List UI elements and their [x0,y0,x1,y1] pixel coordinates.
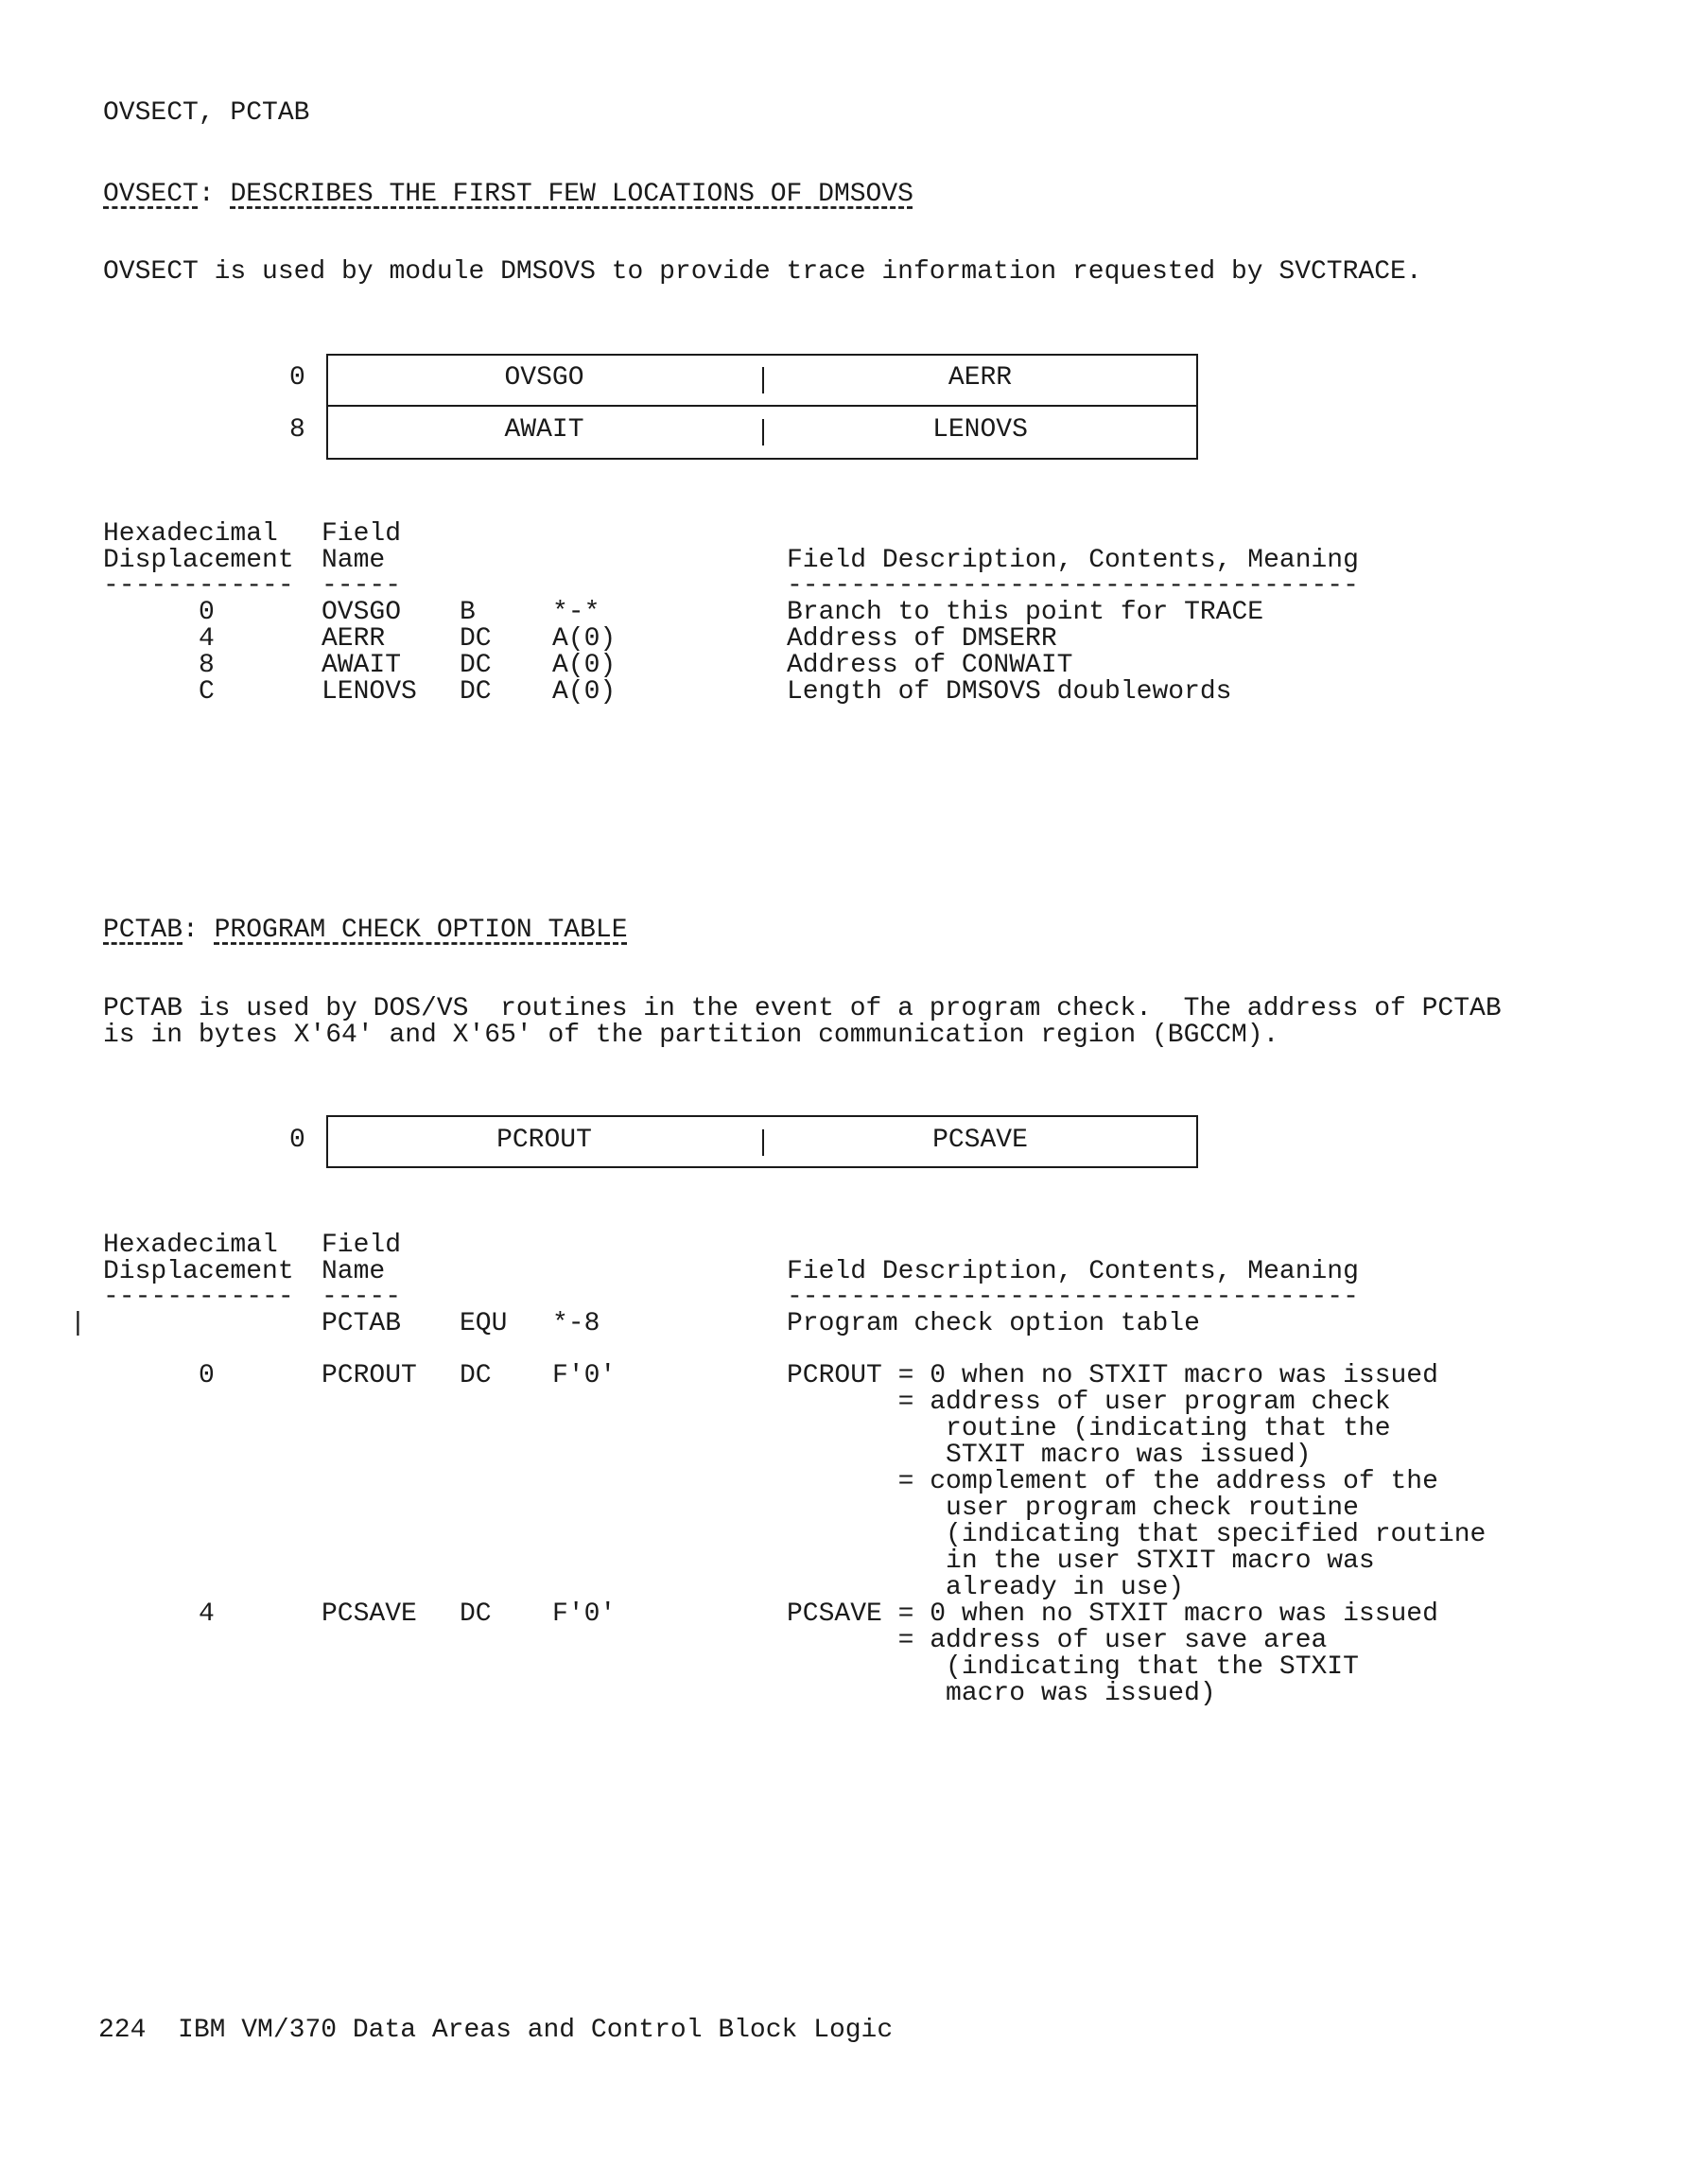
row-desc: Program check option table [787,1309,1200,1338]
row-value: F'0' [552,1599,617,1629]
ovsect-heading: OVSECT: DESCRIBES THE FIRST FEW LOCATIONS OF DMSOVS [103,180,913,209]
row-desc-line: macro was issued) [787,1679,1216,1708]
row-disp: 4 [199,624,215,654]
row-desc: Length of DMSOVS doublewords [787,677,1232,707]
row-desc-line: PCSAVE = 0 when no STXIT macro was issued [787,1599,1438,1629]
pctab-rule-name: ----- [322,1283,402,1312]
row-name: AWAIT [322,651,402,680]
pctab-heading: PCTAB: PROGRAM CHECK OPTION TABLE [103,916,628,945]
row-desc-line: = complement of the address of the [787,1467,1438,1496]
row-desc-line: PCROUT = 0 when no STXIT macro was issued [787,1361,1438,1390]
row-type: DC [460,1361,492,1390]
pctab-heading-title: PROGRAM CHECK OPTION TABLE [214,916,628,945]
row-desc-line: user program check routine [787,1494,1359,1523]
row-desc: Address of CONWAIT [787,651,1073,680]
pctab-rule-desc: ------------------------------------ [787,1283,1359,1312]
row-desc-line: routine (indicating that the [787,1414,1391,1443]
row-value: A(0) [552,624,617,654]
pctab-intro-line-2: is in bytes X'64' and X'65' of the partition communication region (BGCCM). [103,1021,1279,1050]
row-type: DC [460,624,492,654]
ovsect-rule-desc: ------------------------------------ [787,571,1359,601]
row-value: *-8 [552,1309,600,1338]
row-type: DC [460,677,492,707]
ovsect-rule-name: ----- [322,571,402,601]
ovsect-diagram-offset-0: 0 [289,363,305,393]
row-name: OVSGO [322,598,402,627]
row-desc: Branch to this point for TRACE [787,598,1264,627]
row-value: F'0' [552,1361,617,1390]
row-desc-line: STXIT macro was issued) [787,1441,1312,1470]
row-desc-line: (indicating that the STXIT [787,1652,1359,1682]
row-value: A(0) [552,677,617,707]
page-footer [98,2018,893,2044]
pctab-hdr-desc: Field Description, Contents, Meaning [787,1257,1359,1286]
pctab-diagram-field-pcsave: PCSAVE [932,1126,1028,1155]
row-type: B [460,598,476,627]
row-disp: 8 [199,651,215,680]
book-title: IBM VM/370 Data Areas and Control Block Logic [178,2016,894,2045]
ovsect-diagram-field-await: AWAIT [504,415,584,445]
row-disp: 4 [199,1599,215,1629]
row-desc: Address of DMSERR [787,624,1057,654]
row-disp: 0 [199,1361,215,1390]
pctab-hdr-disp-1: Hexadecimal [103,1231,278,1260]
page-number: 224 [98,2016,147,2045]
ovsect-diagram-field-ovsgo: OVSGO [504,363,584,393]
row-disp: C [199,677,215,707]
row-type: DC [460,651,492,680]
ovsect-hdr-name-1: Field [322,519,402,549]
ovsect-hdr-disp-2: Displacement [103,546,294,575]
ovsect-hdr-disp-1: Hexadecimal [103,519,278,549]
ovsect-diagram-field-aerr: AERR [948,363,1013,393]
ovsect-diagram-field-lenovs: LENOVS [932,415,1028,445]
ovsect-rule-disp: ------------ [103,571,294,601]
ovsect-diagram-offset-8: 8 [289,415,305,445]
row-type: DC [460,1599,492,1629]
ovsect-hdr-desc: Field Description, Contents, Meaning [787,546,1359,575]
ovsect-hdr-name-2: Name [322,546,386,575]
pctab-intro-line-1: PCTAB is used by DOS/VS routines in the event of a program check. The address of PCTAB [103,994,1502,1023]
row-name: PCROUT [322,1361,417,1390]
row-desc-line: = address of user program check [787,1388,1391,1417]
row-desc-line: = address of user save area [787,1626,1328,1655]
row-name: PCTAB [322,1309,402,1338]
row-type: EQU [460,1309,508,1338]
pctab-heading-name: PCTAB [103,916,183,945]
pctab-hdr-name-2: Name [322,1257,386,1286]
row-name: PCSAVE [322,1599,417,1629]
pctab-diagram-offset-0: 0 [289,1126,305,1155]
pctab-diagram-field-pcrout: PCROUT [496,1126,592,1155]
pctab-rule-disp: ------------ [103,1283,294,1312]
ovsect-diagram-divider [326,405,1196,407]
pctab-hdr-disp-2: Displacement [103,1257,294,1286]
ovsect-heading-name: OVSECT [103,180,199,209]
row-value: A(0) [552,651,617,680]
row-value: *-* [552,598,600,627]
row-disp: 0 [199,598,215,627]
ovsect-intro: OVSECT is used by module DMSOVS to provide trace information requested by SVCTRACE. [103,257,1422,287]
running-header: OVSECT, PCTAB [103,98,310,128]
ovsect-heading-title: DESCRIBES THE FIRST FEW LOCATIONS OF DMSOVS [230,180,913,209]
row-name: AERR [322,624,386,654]
row-desc-line: in the user STXIT macro was [787,1546,1375,1576]
change-bar: | [70,1309,86,1338]
row-desc-line: (indicating that specified routine [787,1520,1487,1549]
pctab-hdr-name-1: Field [322,1231,402,1260]
row-desc-line: already in use) [787,1573,1185,1602]
row-name: LENOVS [322,677,417,707]
